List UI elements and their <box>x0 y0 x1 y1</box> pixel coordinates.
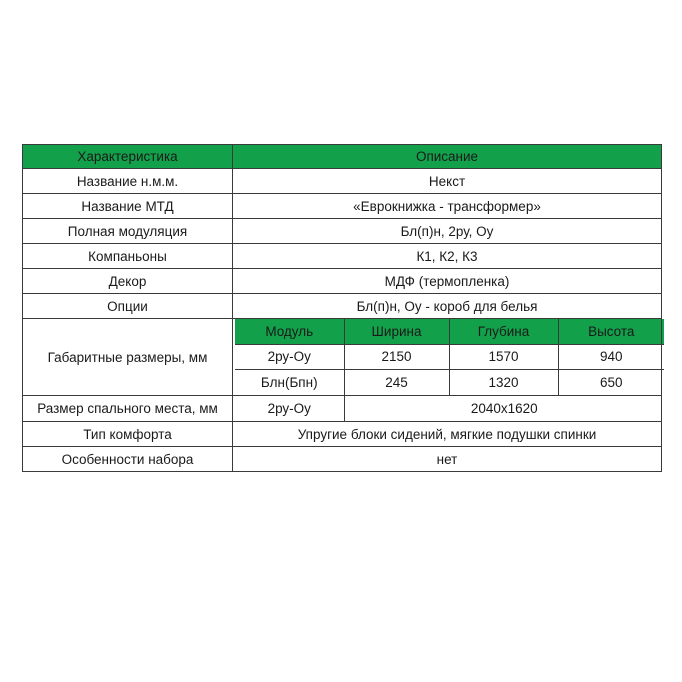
dimensions-header-row <box>235 319 664 344</box>
dimensions-header-depth: Глубина <box>449 319 558 344</box>
row-label: Опции <box>23 294 233 319</box>
sleeping-value: 2040х1620 <box>344 396 664 421</box>
dimensions-width: 245 <box>344 369 449 395</box>
row-label: Полная модуляция <box>23 219 233 244</box>
row-value: МДФ (термопленка) <box>233 269 662 294</box>
dimensions-module: 2ру-Оу <box>235 344 344 369</box>
row-label: Название н.м.м. <box>23 169 233 194</box>
table-row <box>23 219 662 244</box>
row-value: Бл(п)н, Оу - короб для белья <box>233 294 662 319</box>
comfort-label: Тип комфорта <box>23 422 233 447</box>
features-value: нет <box>233 447 662 472</box>
row-label: Компаньоны <box>23 244 233 269</box>
header-characteristic: Характеристика <box>23 145 233 169</box>
table-row <box>235 344 664 369</box>
dimensions-height: 650 <box>558 369 664 395</box>
dimensions-header-height: Высота <box>558 319 664 344</box>
comfort-row <box>23 422 662 447</box>
row-value: «Еврокнижка - трансформер» <box>233 194 662 219</box>
dimensions-cell <box>233 319 662 396</box>
row-value: Бл(п)н, 2ру, Оу <box>233 219 662 244</box>
spec-table <box>22 144 662 472</box>
table-row <box>235 369 664 395</box>
dimensions-depth: 1570 <box>449 344 558 369</box>
header-description: Описание <box>233 145 662 169</box>
row-value: Некст <box>233 169 662 194</box>
dimensions-module: Блн(Бпн) <box>235 369 344 395</box>
dimensions-width: 2150 <box>344 344 449 369</box>
table-row <box>23 294 662 319</box>
row-label: Название МТД <box>23 194 233 219</box>
header-row <box>23 145 662 169</box>
dimensions-label: Габаритные размеры, мм <box>23 319 233 396</box>
dimensions-header-module: Модуль <box>235 319 344 344</box>
sleeping-table <box>235 396 664 421</box>
row-label: Декор <box>23 269 233 294</box>
row-value: К1, К2, К3 <box>233 244 662 269</box>
dimensions-depth: 1320 <box>449 369 558 395</box>
sleeping-cell <box>233 396 662 422</box>
sleeping-module: 2ру-Оу <box>235 396 344 421</box>
table-row <box>23 269 662 294</box>
dimensions-row <box>23 319 662 396</box>
sleeping-label: Размер спального места, мм <box>23 396 233 422</box>
table-row <box>23 244 662 269</box>
sleeping-row <box>23 396 662 422</box>
dimensions-header-width: Ширина <box>344 319 449 344</box>
table-row <box>23 194 662 219</box>
features-row <box>23 447 662 472</box>
table-row <box>23 169 662 194</box>
comfort-value: Упругие блоки сидений, мягкие подушки спинки <box>233 422 662 447</box>
dimensions-height: 940 <box>558 344 664 369</box>
features-label: Особенности набора <box>23 447 233 472</box>
dimensions-table <box>235 319 664 395</box>
